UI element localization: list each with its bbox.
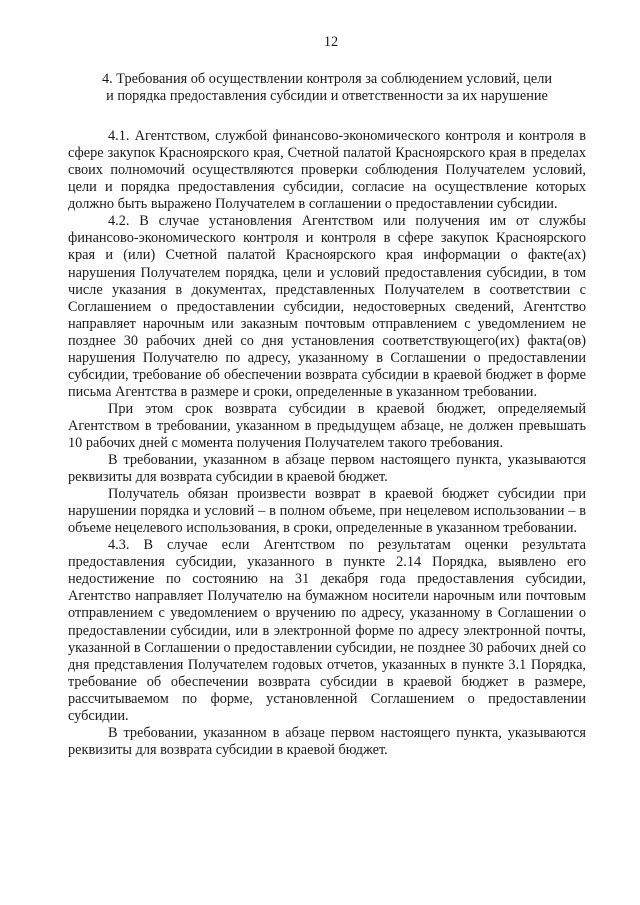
section-heading-line-2: и порядка предоставления субсидии и ответственности за их нарушение — [106, 88, 548, 105]
paragraph-return-deadline: При этом срок возврата субсидии в краевой бюджет, определяемый Агентством в требовании, указанном в предыдущем абзаце, не должен превышать 10 рабочих дней с момента получения Получателем такого требования. — [68, 400, 586, 451]
paragraph-return-details: В требовании, указанном в абзаце первом настоящего пункта, указываются реквизиты для возврата субсидии в краевой бюджет. — [68, 452, 586, 486]
section-heading — [68, 71, 586, 105]
paragraph-4-2: 4.2. В случае установления Агентством или получения им от службы финансово-экономического контроля и контроля в сфере закупок Красноярского края и (или) Счетной палатой Красноярского края информации о факте(ах) нарушения Получателем порядка, цели и условий предоставления субсидии, в том числе указания в документах, представленных Получателем в соответствии с Соглашением о предоставлении субсидии, недостоверных сведений, Агентство направляет нарочным или заказным почтовым отправлением с уведомлением не позднее 30 рабочих дней со дня установления соответствующего(их) факта(ов) нарушения Получателю по адресу, указанному в Соглашении о предоставлении субсидии, требование об обеспечении возврата субсидии в краевой бюджет в форме письма Агентства в размере и сроки, определенные в указанном требовании. — [68, 213, 586, 400]
paragraph-recipient-obligation: Получатель обязан произвести возврат в краевой бюджет субсидии при нарушении порядка и условий – в полном объеме, при нецелевом использовании – в объеме нецелевого использования, в сроки, определенные в указанном требовании. — [68, 486, 586, 537]
section-heading-line-1: 4. Требования об осуществлении контроля за соблюдением условий, цели — [102, 71, 552, 88]
paragraph-4-3: 4.3. В случае если Агентством по результатам оценки результата предоставления субсидии, указанного в пункте 2.14 Порядка, выявлено его недостижение по состоянию на 31 декабря года предоставления субсидии, Агентство направляет Получателю на бумажном носители нарочным или почтовым отправлением с уведомлением о вручению по адресу, указанному в Соглашении о предоставлении субсидии, или в электронной форме по адресу электронной почты, указанной в Соглашении о предоставлении субсидии, не позднее 30 рабочих дней со дня представления Получателем годовых отчетов, указанных в пункте 3.1 Порядка, требование об обеспечении возврата субсидии в краевой бюджет в размере, рассчитываемом по форме, установленной Соглашением о предоставлении субсидии. — [68, 537, 586, 724]
paragraph-4-1: 4.1. Агентством, службой финансово-экономического контроля и контроля в сфере закупок Красноярского края, Счетной палатой Красноярского края в пределах своих полномочий осуществляются проверки соблюдения Получателем условий, цели и порядка предоставления субсидии, согласие на осуществление которых должно быть выражено Получателем в соглашении о предоставлении субсидии. — [68, 128, 586, 213]
document-page — [68, 34, 586, 759]
page-number: 12 — [323, 34, 339, 50]
paragraph-requirement-details: В требовании, указанном в абзаце первом настоящего пункта, указываются реквизиты для возврата субсидии в краевой бюджет. — [68, 724, 586, 758]
